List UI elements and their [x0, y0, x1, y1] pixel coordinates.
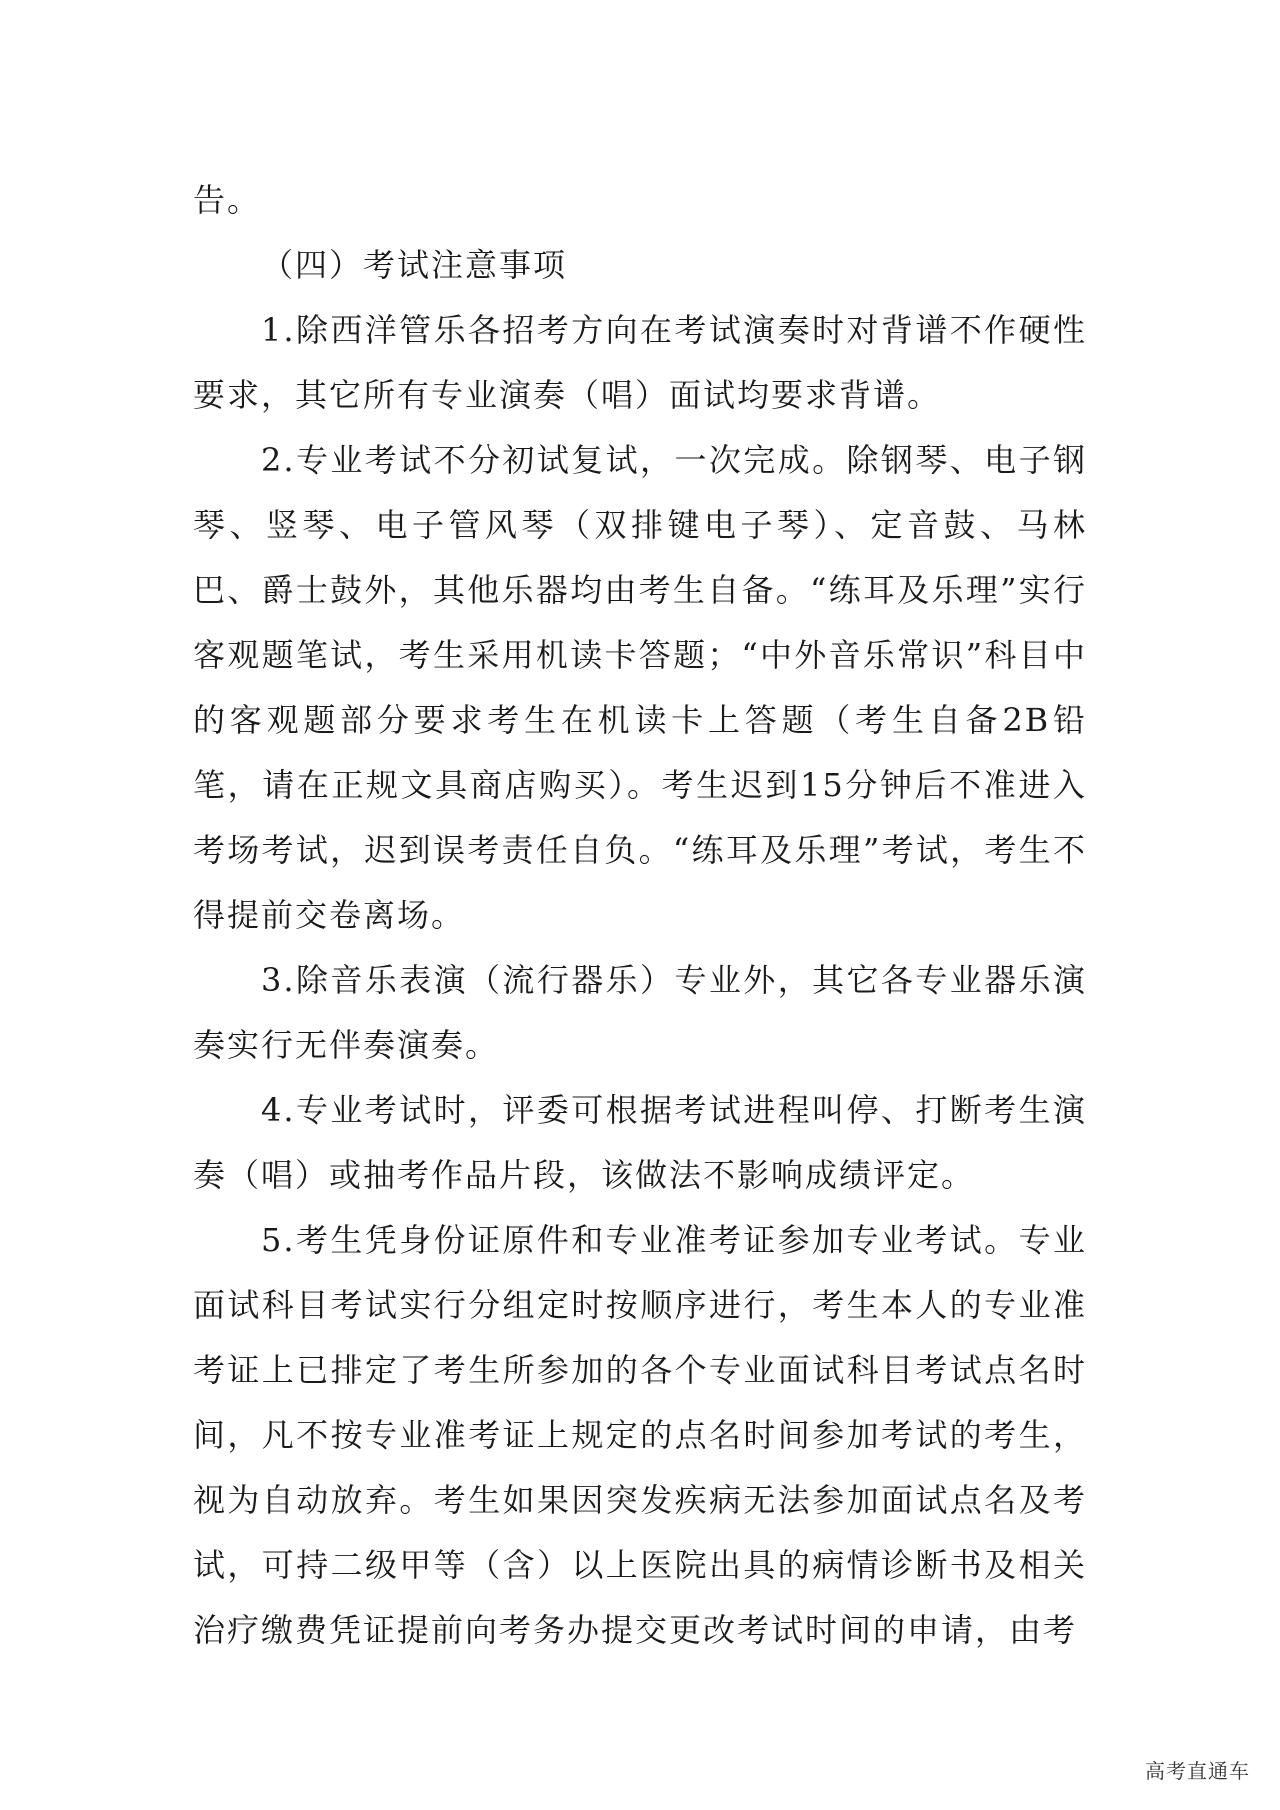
paragraph-item-2: 2.专业考试不分初试复试，一次完成。除钢琴、电子钢琴、竖琴、电子管风琴（双排键电子琴）、定音鼓、马林巴、爵士鼓外，其他乐器均由考生自备。“练耳及乐理”实行客观题笔试，考生采用机读卡答题；“中外音乐常识”科目中的客观题部分要求考生在机读卡上答题（考生自备2B铅笔，请在正规文具商店购买）。考生迟到15分钟后不准进入考场考试，迟到误考责任自负。“练耳及乐理”考试，考生不得提前交卷离场。 — [193, 441, 1087, 934]
section-heading: （四）考试注意事项 — [261, 246, 568, 284]
paragraph-item-3: 3.除音乐表演（流行器乐）专业外，其它各专业器乐演奏实行无伴奏演奏。 — [193, 961, 1087, 1064]
paragraph-item-4: 4.专业考试时，评委可根据考试进程叫停、打断考生演奏（唱）或抽考作品片段，该做法不影响成绩评定。 — [193, 1091, 1087, 1194]
watermark-text: 高考直通车 — [1145, 1759, 1250, 1783]
document-body — [193, 168, 1087, 1663]
paragraph-item-5: 5.考生凭身份证原件和专业准考证参加专业考试。专业面试科目考试实行分组定时按顺序进行，考生本人的专业准考证上已排定了考生所参加的各个专业面试科目考试点名时间，凡不按专业准考证上规定的点名时间参加考试的考生，视为自动放弃。考生如果因突发疾病无法参加面试点名及考试，可持二级甲等（含）以上医院出具的病情诊断书及相关治疗缴费凭证提前向考务办提交更改考试时间的申请，由考 — [193, 1221, 1087, 1649]
paragraph-item-1: 1.除西洋管乐各招考方向在考试演奏时对背谱不作硬性要求，其它所有专业演奏（唱）面试均要求背谱。 — [193, 311, 1087, 414]
paragraph-continuation: 告。 — [193, 181, 262, 219]
